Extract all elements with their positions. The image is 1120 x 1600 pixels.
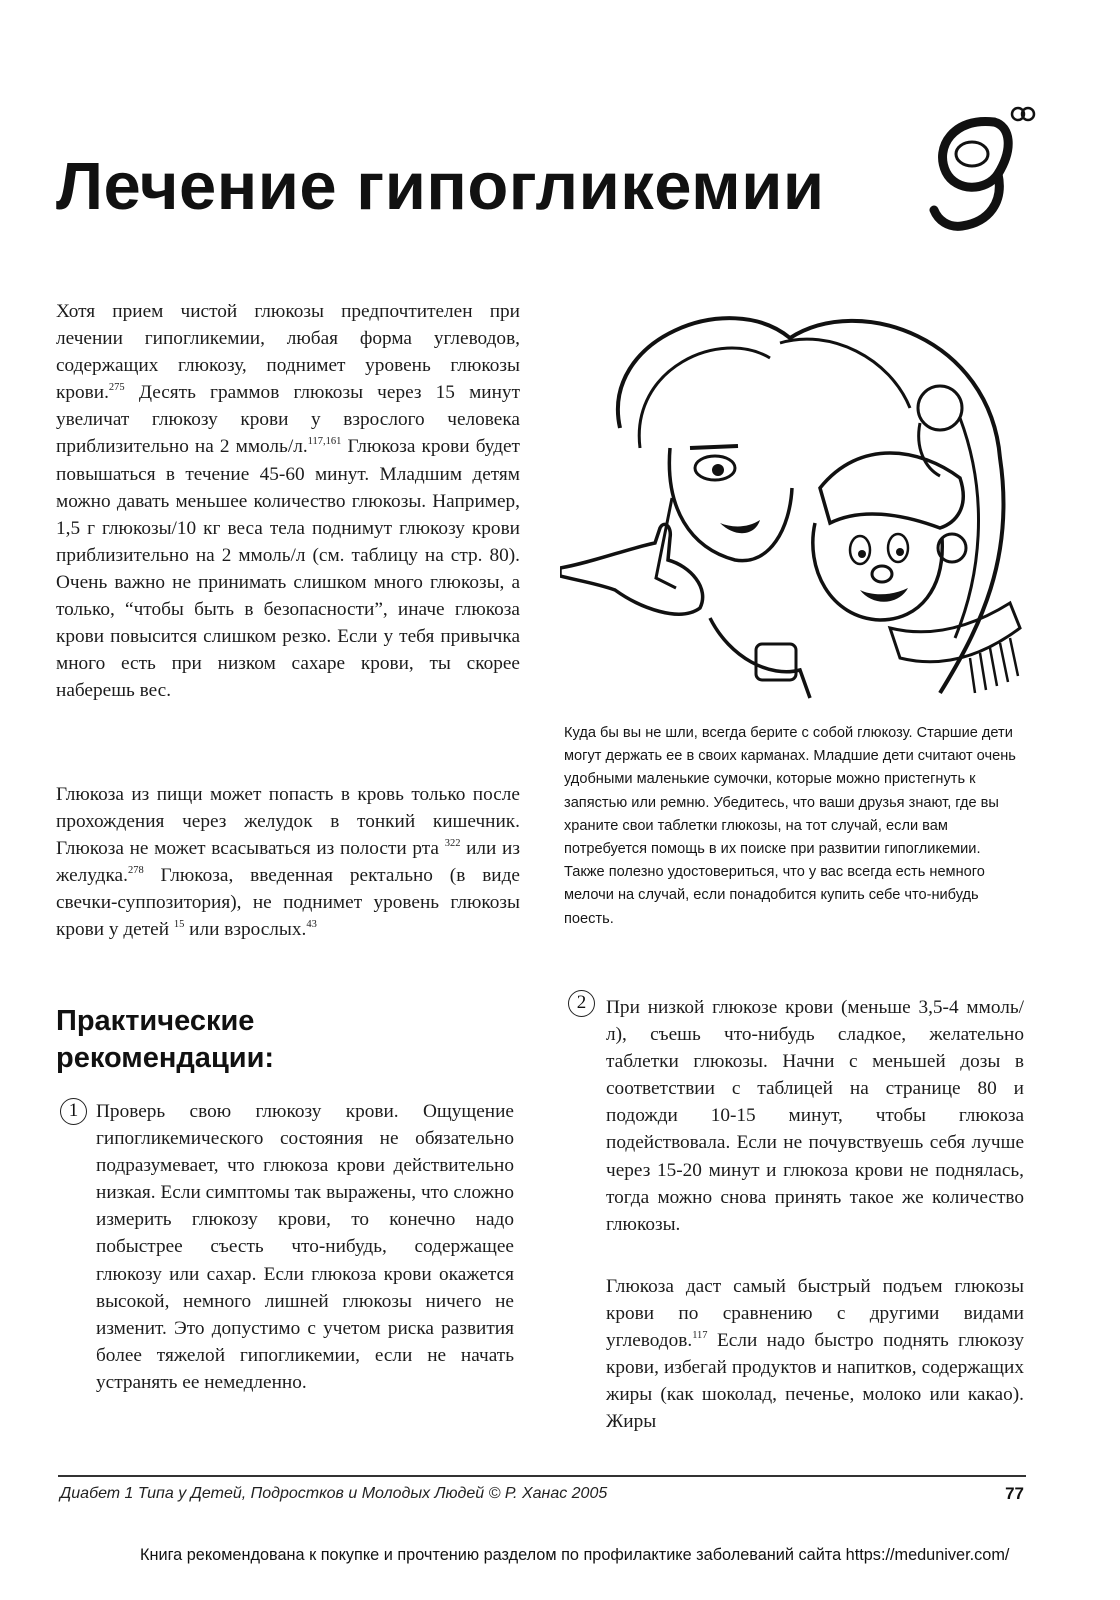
absorption-paragraph bbox=[56, 781, 520, 944]
chapter-number-text: 9 bbox=[958, 211, 960, 213]
ref-43: 43 bbox=[306, 919, 317, 931]
ref-15: 15 bbox=[173, 919, 185, 931]
intro-text-3: Глюкоза крови будет повышаться в течение 45-60 минут. Младшим детям можно давать меньшее количество глюкозы. Например, 1,5 г глюкозы/10 кг веса тела поднимут глюкозу крови приблизительно на 2 ммоль/л (см. таблицу на стр. 80). Очень важно не принимать слишком много глюкозы, а только, “чтобы быть в безопасности”, иначе глюкоза крови повысится слишком резко. Если у тебя привычка много есть при низком сахаре крови, ты скорее наберешь вес. bbox=[56, 436, 520, 702]
page-number: 77 bbox=[1005, 1484, 1024, 1503]
footer-book-reference: Диабет 1 Типа у Детей, Подростков и Молодых Людей © Р. Ханас 2005 bbox=[60, 1485, 608, 1502]
intro-text-1: Хотя прием чистой глюкозы предпочтителен при лечении гипогликемии, любая форма углеводов, содержащих глюкозу, поднимет уровень глюкозы крови. bbox=[56, 301, 520, 404]
absorption-text-1: Глюкоза из пищи может попасть в кровь только после прохождения через желудок в тонкий кишечник. Глюкоза не может всасываться из полости рта bbox=[56, 784, 520, 860]
tip-2-text: При низкой глюкозе крови (меньше 3,5-4 ммоль/л), съешь что-нибудь сладкое, желательно таблетки глюкозы. Начни с меньшей дозы в соответствии с таблицей на странице 80 и подожди 10-15 минут, чтобы глюкоза подействовала. Если не почувствуешь себя лучше через 15-20 минут и глюкоза крови не поднялась, тогда можно снова принять такое же количество глюкозы. bbox=[606, 997, 1024, 1235]
practical-heading bbox=[56, 1003, 476, 1077]
ref-278: 278 bbox=[127, 864, 144, 876]
ref-117: 117 bbox=[692, 1329, 708, 1341]
illustration-caption: Куда бы вы не шли, всегда берите с собой глюкозу. Старшие дети могут держать ее в своих карманах. Младшие дети считают очень удобными маленькие сумочки, которые можно пристегнуть к запястью или ремню. Убедитесь, что ваши друзья знают, где вы храните свои таблетки глюкозы, на тот случай, если вам потребуется помощь в их поиске при развитии гипогликемии. Также полезно удостовериться, что у вас всегда есть немного мелочи на случай, если понадобится купить себе что-нибудь поесть. bbox=[564, 725, 1016, 927]
cartoon-illustration bbox=[560, 298, 1030, 710]
site-recommendation-note: Книга рекомендована к покупке и прочтению разделом по профилактике заболеваний сайта https://meduniver.com/ bbox=[140, 1546, 1010, 1564]
absorption-text-3: Глюкоза, введенная ректально (в виде свечки-суппозитория), не поднимет уровень глюкозы крови у детей bbox=[56, 865, 520, 941]
footer-divider bbox=[58, 1475, 1026, 1477]
tip-1-number: 1 bbox=[60, 1098, 87, 1125]
tip-2-continuation bbox=[606, 1273, 1024, 1436]
ref-117-161: 117,161 bbox=[307, 436, 342, 448]
chapter-number-badge bbox=[924, 92, 1044, 242]
practical-heading-line1: Практические bbox=[56, 1005, 255, 1037]
tip-2-number: 2 bbox=[568, 990, 595, 1017]
ref-322: 322 bbox=[444, 837, 461, 849]
tip-1-text: Проверь свою глюкозу крови. Ощущение гипогликемического состояния не обязательно подразумевает, что глюкоза крови действительно низкая. Если симптомы так выражены, что сложно измерить глюкозу крови, то конечно надо побыстрее съесть что-нибудь, содержащее глюкозу или сахар. Если глюкоза крови окажется высокой, немного лишней глюкозы ничего не изменит. Это допустимо с учетом риска развития более тяжелой гипогликемии, если не начать устранять ее немедленно. bbox=[96, 1101, 514, 1393]
practical-heading-line2: рекомендации: bbox=[56, 1042, 275, 1074]
intro-paragraph bbox=[56, 298, 520, 704]
tip-2-continuation-text-1: Глюкоза даст самый быстрый подъем глюкозы крови по сравнению с другими видами углеводов. bbox=[606, 1276, 1024, 1352]
intro-text-2: Десять граммов глюкозы через 15 минут увеличат глюкозу крови у взрослого человека приблизительно на 2 ммоль/л. bbox=[56, 382, 520, 458]
tip-2-continuation-text-2: Если надо быстро поднять глюкозу крови, избегай продуктов и напитков, содержащих жиры (как шоколад, печенье, молоко или какао). Жиры bbox=[606, 1330, 1024, 1433]
absorption-text-2: или из желудка. bbox=[56, 838, 520, 887]
absorption-text-4: или взрослых. bbox=[184, 919, 307, 941]
chapter-title: Лечение гипогликемии bbox=[56, 149, 825, 224]
ref-275: 275 bbox=[108, 381, 125, 393]
